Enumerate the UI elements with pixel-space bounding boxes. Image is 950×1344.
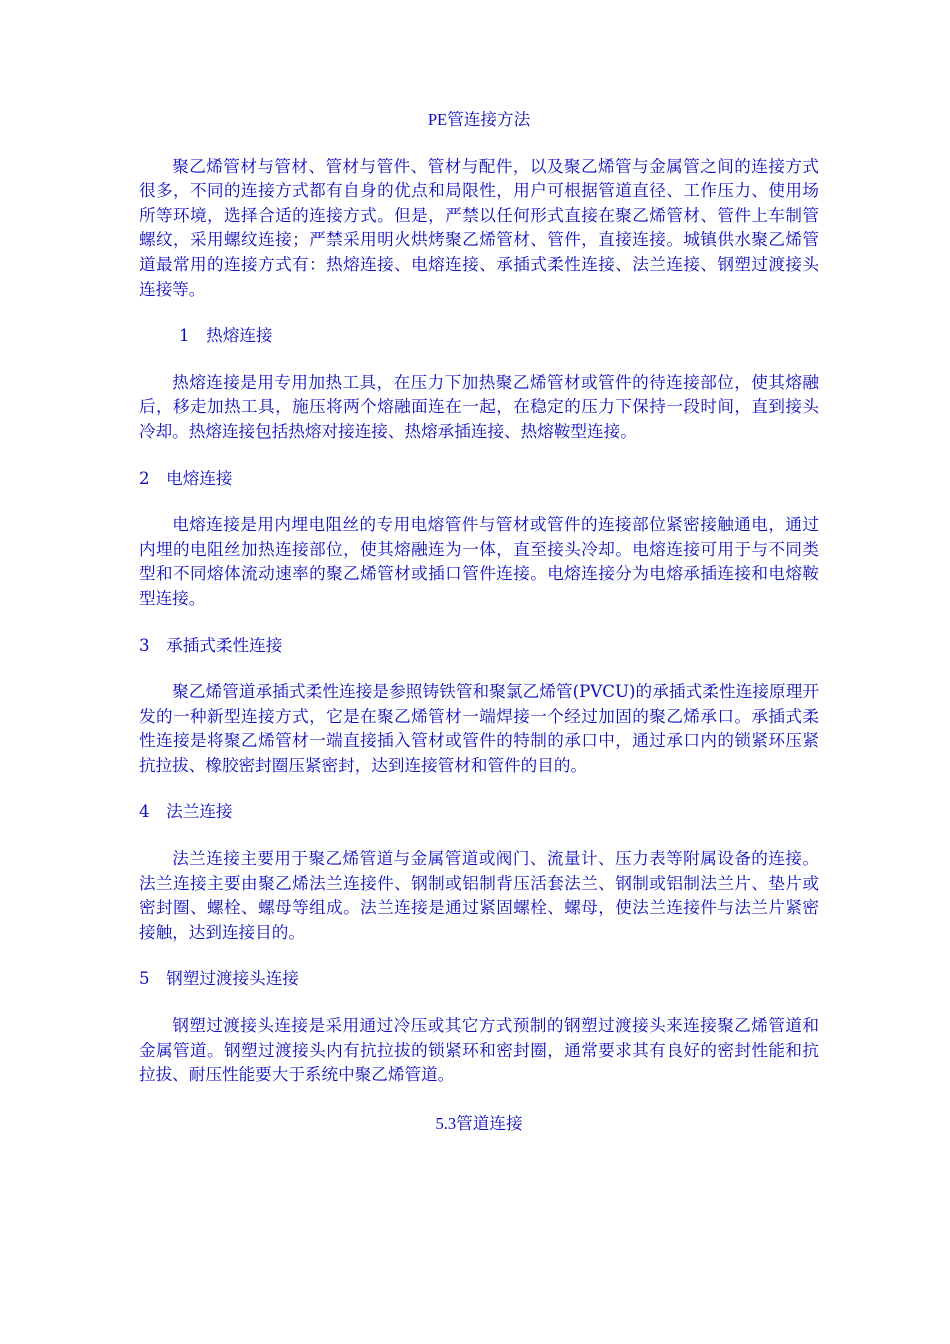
section-heading-4: 4 法兰连接 [139, 802, 233, 822]
section-heading-5: 5 钢塑过渡接头连接 [139, 969, 299, 989]
document-body [139, 108, 819, 1153]
section-body-4: 法兰连接主要用于聚乙烯管道与金属管道或阀门、流量计、压力表等附属设备的连接。法兰连接主要由聚乙烯法兰连接件、钢制或铝制背压活套法兰、钢制或铝制法兰片、垫片或密封圈、螺栓、螺母等组成。法兰连接是通过紧固螺栓、螺母，使法兰连接件与法兰片紧密接触，达到连接目的。 [139, 849, 819, 942]
intro-paragraph: 聚乙烯管材与管材、管材与管件、管材与配件，以及聚乙烯管与金属管之间的连接方式很多，不同的连接方式都有自身的优点和局限性，用户可根据管道直径、工作压力、使用场所等环境，选择合适的连接方式。但是，严禁以任何形式直接在聚乙烯管材、管件上车制管螺纹，采用螺纹连接；严禁采用明火烘烤聚乙烯管材、管件，直接连接。城镇供水聚乙烯管道最常用的连接方式有：热熔连接、电熔连接、承插式柔性连接、法兰连接、钢塑过渡接头连接等。 [139, 156, 819, 299]
next-section-title: 5.3管道连接 [435, 1113, 523, 1133]
section-heading-3: 3 承插式柔性连接 [139, 635, 283, 655]
section-body-5: 钢塑过渡接头连接是采用通过冷压或其它方式预制的钢塑过渡接头来连接聚乙烯管道和金属管道。钢塑过渡接头内有抗拉拔的锁紧环和密封圈，通常要求其有良好的密封性能和抗拉拔、耐压性能要大于系统中聚乙烯管道。 [139, 1016, 819, 1085]
section-heading-1: 1 热熔连接 [179, 326, 273, 346]
section-body-3: 聚乙烯管道承插式柔性连接是参照铸铁管和聚氯乙烯管(PVCU)的承插式柔性连接原理开发的一种新型连接方式，它是在聚乙烯管材一端焊接一个经过加固的聚乙烯承口。承插式柔性连接是将聚乙烯管材一端直接插入管材或管件的特制的承口中，通过承口内的锁紧环压紧抗拉拔、橡胶密封圈压紧密封，达到连接管材和管件的目的。 [139, 682, 819, 775]
section-body-2: 电熔连接是用内埋电阻丝的专用电熔管件与管材或管件的连接部位紧密接触通电，通过内埋的电阻丝加热连接部位，使其熔融连为一体，直至接头冷却。电熔连接可用于与不同类型和不同熔体流动速率的聚乙烯管材或插口管件连接。电熔连接分为电熔承插连接和电熔鞍型连接。 [139, 515, 819, 608]
section-body-1: 热熔连接是用专用加热工具，在压力下加热聚乙烯管材或管件的待连接部位，使其熔融后，移走加热工具，施压将两个熔融面连在一起，在稳定的压力下保持一段时间，直到接头冷却。热熔连接包括热熔对接连接、热熔承插连接、热熔鞍型连接。 [139, 372, 819, 441]
section-heading-2: 2 电熔连接 [139, 468, 233, 488]
document-title: PE管连接方法 [427, 110, 531, 129]
